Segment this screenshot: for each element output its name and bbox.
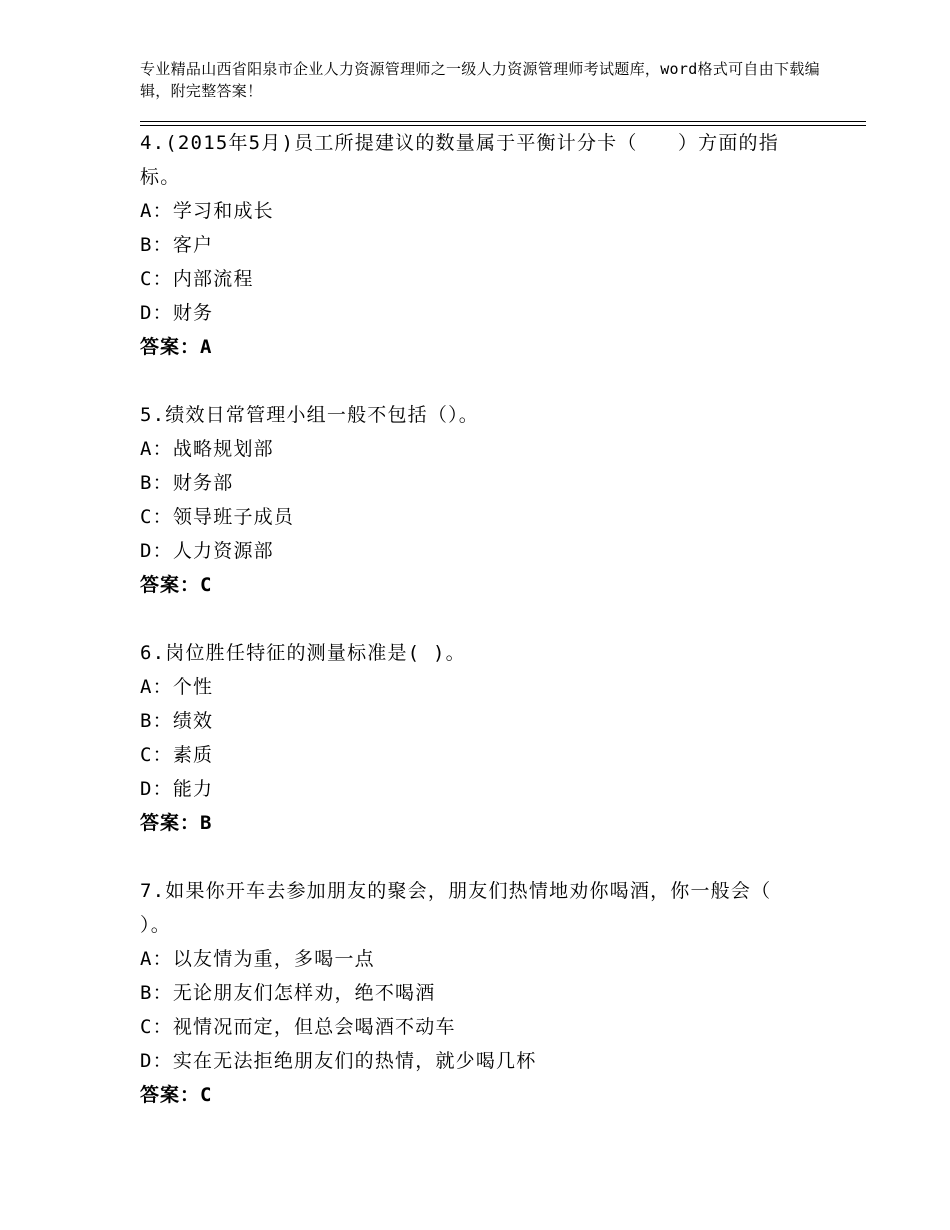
option-b: B：财务部 bbox=[140, 472, 234, 494]
option-a: A：学习和成长 bbox=[140, 200, 274, 222]
header-rule-top bbox=[140, 121, 866, 122]
question-list bbox=[140, 126, 810, 1146]
option-d: D：实在无法拒绝朋友们的热情，就少喝几杯 bbox=[140, 1050, 537, 1072]
option-d: D：财务 bbox=[140, 302, 214, 324]
option-c: C：领导班子成员 bbox=[140, 506, 295, 528]
option-b: B：客户 bbox=[140, 234, 214, 256]
answer-label: 答案：C bbox=[140, 574, 213, 596]
option-b: B：无论朋友们怎样劝，绝不喝酒 bbox=[140, 982, 436, 1004]
question-stem: 6.岗位胜任特征的测量标准是( )。 bbox=[140, 642, 466, 664]
option-d: D：人力资源部 bbox=[140, 540, 274, 562]
answer-label: 答案：A bbox=[140, 336, 213, 358]
question-6 bbox=[140, 636, 810, 840]
answer-label: 答案：B bbox=[140, 812, 213, 834]
option-a: A：战略规划部 bbox=[140, 438, 274, 460]
question-5 bbox=[140, 398, 810, 602]
option-c: C：视情况而定，但总会喝酒不动车 bbox=[140, 1016, 456, 1038]
question-stem: 4.(2015年5月)员工所提建议的数量属于平衡计分卡（ ）方面的指标。 bbox=[140, 132, 779, 188]
question-4 bbox=[140, 126, 810, 364]
option-d: D：能力 bbox=[140, 778, 214, 800]
question-7 bbox=[140, 874, 810, 1112]
question-stem: 5.绩效日常管理小组一般不包括（）。 bbox=[140, 404, 479, 426]
option-c: C：内部流程 bbox=[140, 268, 254, 290]
question-stem: 7.如果你开车去参加朋友的聚会，朋友们热情地劝你喝酒，你一般会（ ）。 bbox=[140, 880, 772, 936]
option-a: A：以友情为重，多喝一点 bbox=[140, 948, 375, 970]
option-c: C：素质 bbox=[140, 744, 214, 766]
document-header: 专业精品山西省阳泉市企业人力资源管理师之一级人力资源管理师考试题库，word格式可自由下载编辑，附完整答案！ bbox=[140, 60, 820, 100]
option-a: A：个性 bbox=[140, 676, 214, 698]
answer-label: 答案：C bbox=[140, 1084, 213, 1106]
option-b: B：绩效 bbox=[140, 710, 214, 732]
